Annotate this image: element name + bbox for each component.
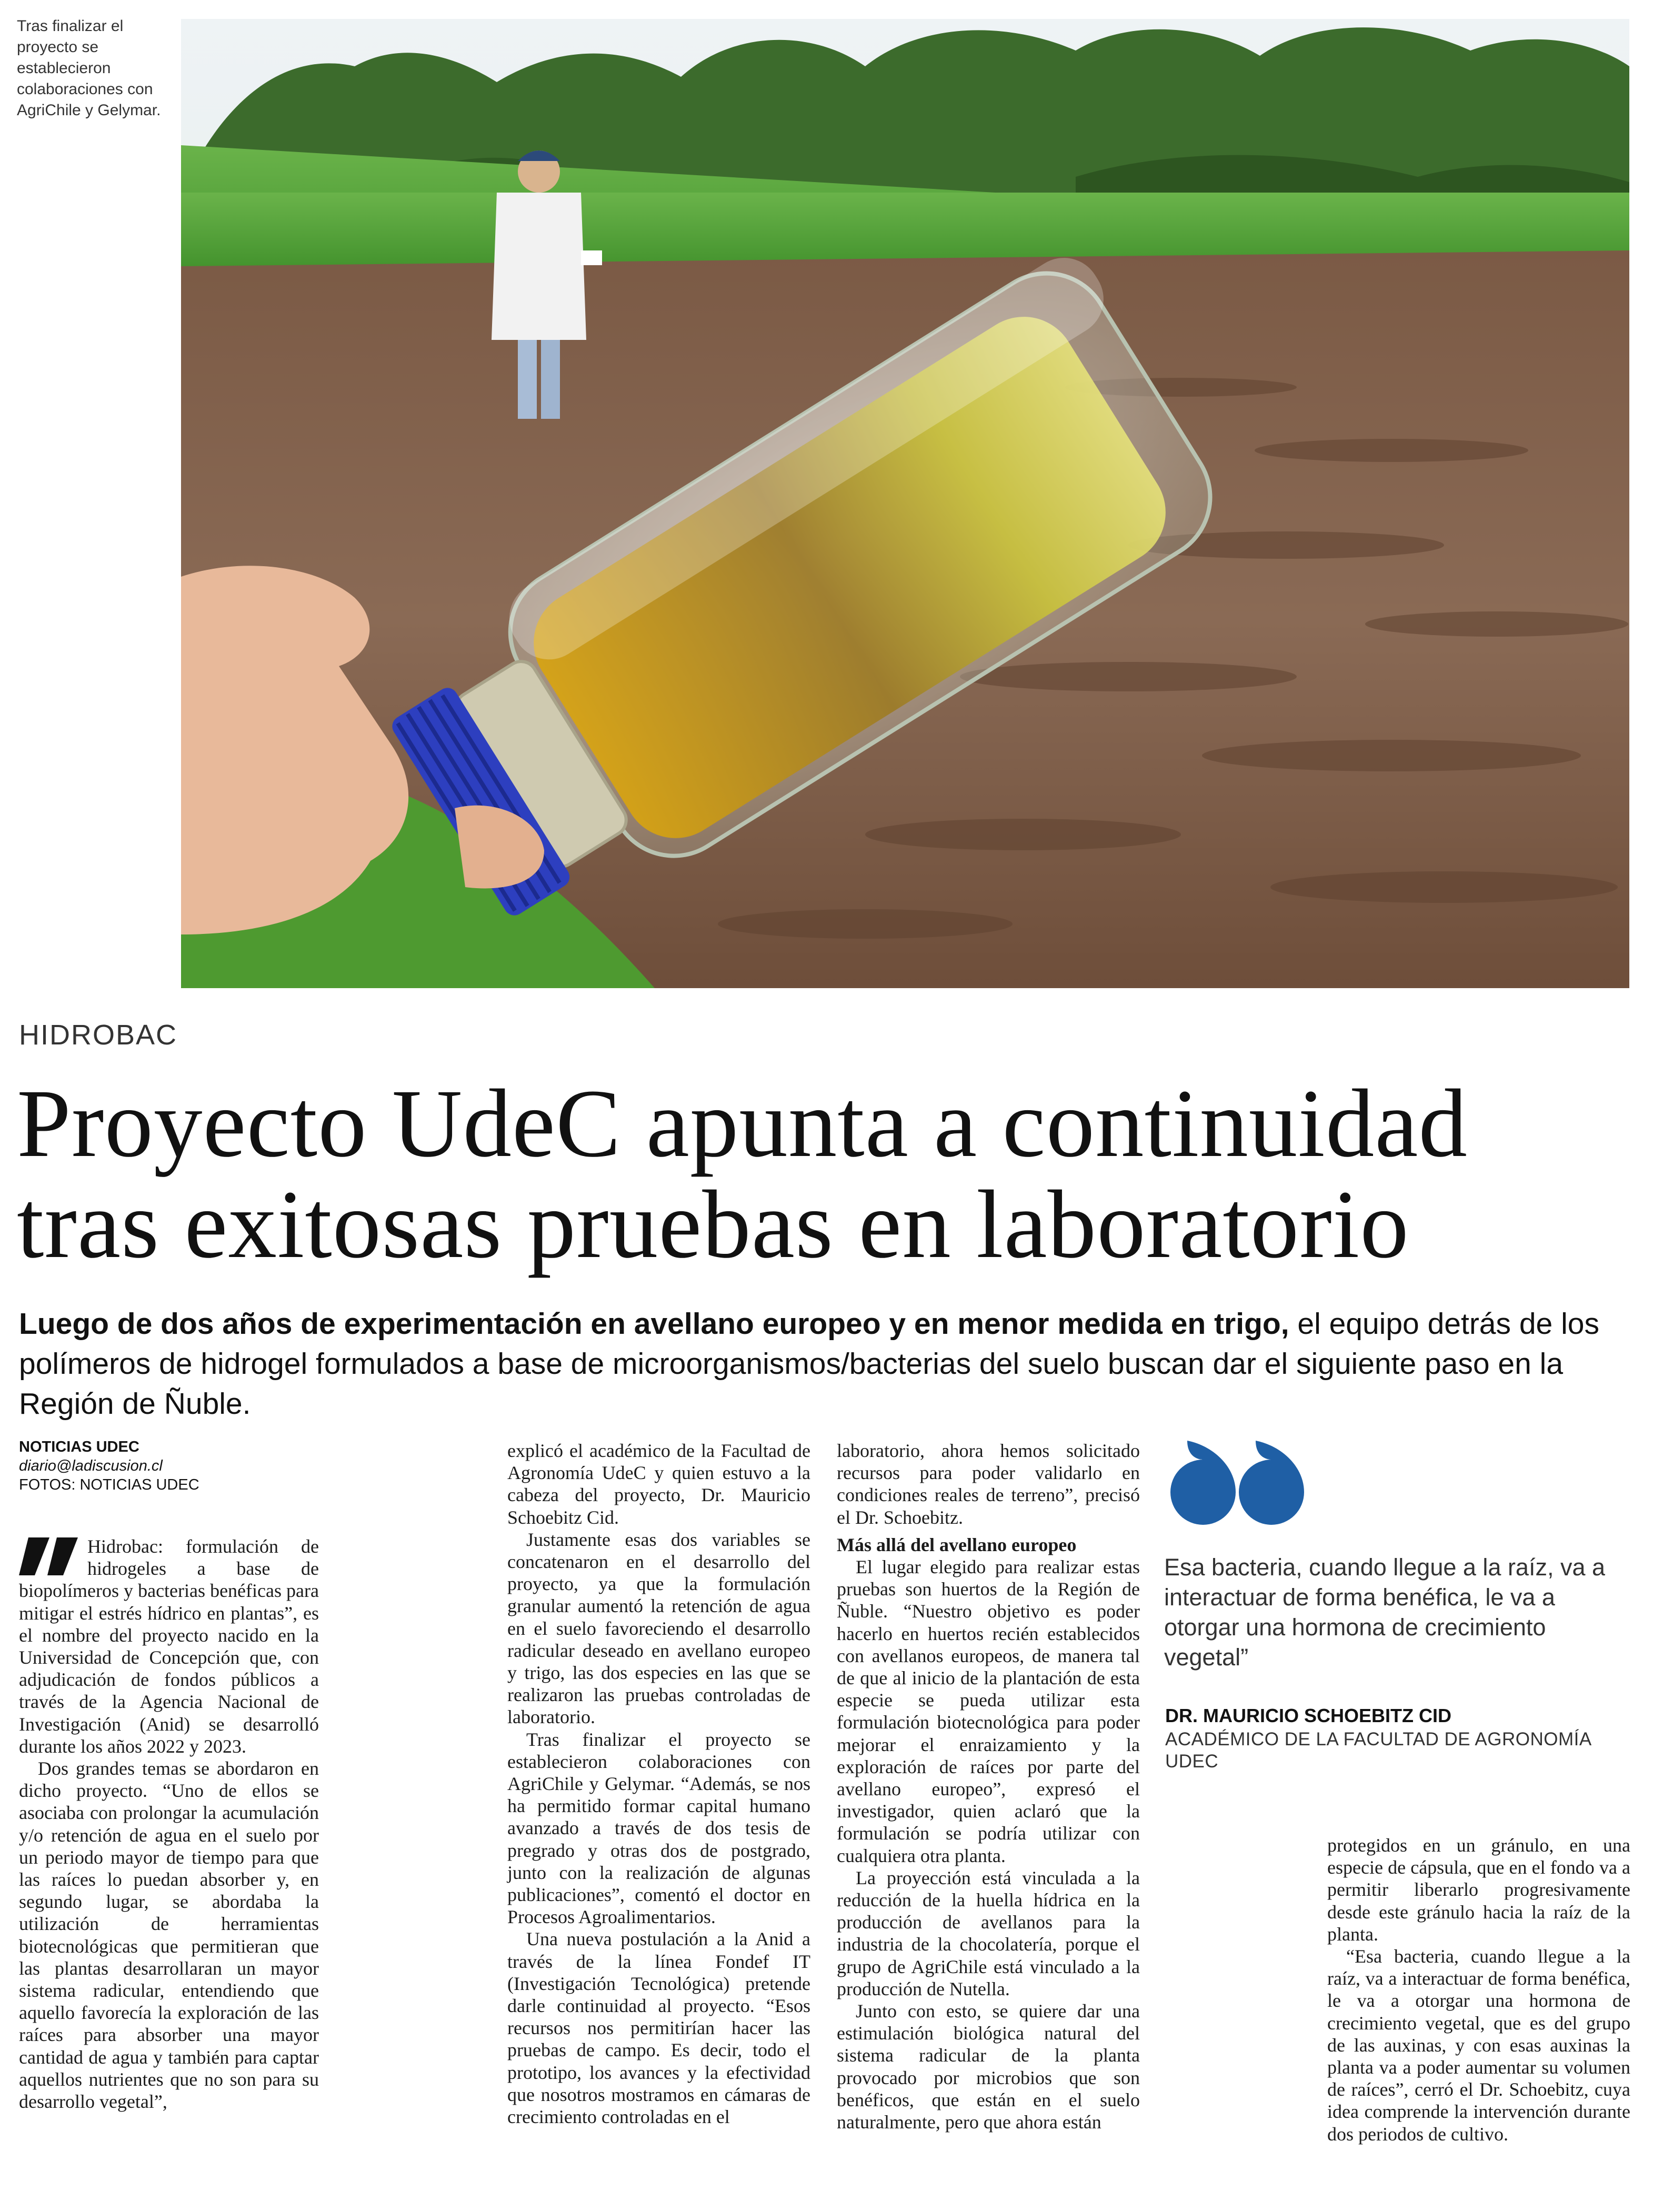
paragraph-1: Hidrobac: formulación de hidrogeles a base de biopolímeros y bacterias benéficas para mitigar el estrés hídrico en plantas”, es el nombre del proyecto nacido en la Universidad de Concepción que, con adjudicación de fondos públicos a través de la Agencia Nacional de Investigación (Anid) se desarrolló durante los años 2022 y 2023. bbox=[19, 1536, 319, 1757]
byline-photos: FOTOS: NOTICIAS UDEC bbox=[19, 1476, 199, 1493]
photo-caption: Tras finalizar el proyecto se establecieron colaboraciones con AgriChile y Gelymar. bbox=[17, 17, 161, 119]
article-column-1 bbox=[19, 1535, 319, 2113]
paragraph: Junto con esto, se quiere dar una estimulación biológica natural del sistema radicular de la planta provocado por microbios que son benéficos, que están en el suelo naturalmente, pero que ahora están bbox=[837, 2000, 1140, 2133]
pull-quote-text: Esa bacteria, cuando llegue a la raíz, va a interactuar de forma benéfica, le va a otorgar una hormona de crecimiento vegetal” bbox=[1164, 1554, 1606, 1671]
article-column-4 bbox=[1327, 1834, 1630, 2145]
paragraph: laboratorio, ahora hemos solicitado recursos para poder validarlo en condiciones reales de terreno”, precisó el Dr. Schoebitz. bbox=[837, 1440, 1140, 1528]
paragraph: Justamente esas dos variables se concatenaron en el desarrollo del proyecto, ya que la formulación granular aumentó la retención de agua en el suelo favoreciendo el desarrollo radicular deseado en avellano europeo y trigo, las dos especies en las que se realizaron las pruebas controladas de laboratorio. bbox=[507, 1529, 810, 1728]
byline-agency: NOTICIAS UDEC bbox=[19, 1439, 139, 1455]
article-column-2 bbox=[507, 1440, 810, 2128]
lede-rest: el equipo detrás de los polímeros de hidrogel formulados a base de microorganismos/bacterias del suelo buscan dar el siguiente paso en la Región de Ñuble. bbox=[19, 1307, 1599, 1421]
headline-line-2: tras exitosas pruebas en laboratorio bbox=[17, 1171, 1409, 1279]
pull-quote-title: ACADÉMICO DE LA FACULTAD DE AGRONOMÍA UDEC bbox=[1165, 1729, 1591, 1772]
paragraph: “Esa bacteria, cuando llegue a la raíz, va a interactuar de forma benéfica, le va a otorgar una hormona de crecimiento vegetal, que es del grupo de las auxinas, y con esas auxinas la planta va a poder aumentar su volumen de raíces”, cerró el Dr. Schoebitz, cuya idea comprende la intervención durante dos periodos de cultivo. bbox=[1327, 1946, 1630, 2145]
paragraph-2: Dos grandes temas se abordaron en dicho proyecto. “Uno de ellos se asociaba con prolongar la acumulación y/o retención de agua en el suelo por un periodo mayor de tiempo para que las raíces lo puedan absorber y, en segundo lugar, se abordaba la utilización de herramientas biotecnológicas que permitieran que las plantas desarrollaran un mayor sistema radicular, entendiendo que aquello favorecía la exploración de las raíces para absorber una mayor cantidad de agua y también para captar aquellos nutrientes que no son para su desarrollo vegetal”, bbox=[19, 1758, 319, 2113]
byline-email: diario@ladiscusion.cl bbox=[19, 1457, 163, 1474]
paragraph: Una nueva postulación a la Anid a través de la línea Fondef IT (Investigación Tecnológica) pretende darle continuidad al proyecto. “Esos recursos nos permitirían hacer las pruebas de campo. Es decir, todo el prototipo, los avances y la efectividad que nosotros mostramos en cámaras de crecimiento controladas en el bbox=[507, 1928, 810, 2128]
drop-quote-icon bbox=[19, 1537, 82, 1575]
paragraph: La proyección está vinculada a la reducción de la huella hídrica en la producción de avellanos para la industria de la chocolatería, porque el grupo de AgriChile está vinculado a la producción de Nutella. bbox=[837, 1867, 1140, 1999]
lede-bold: Luego de dos años de experimentación en avellano europeo y en menor medida en trigo, bbox=[19, 1307, 1289, 1341]
paragraph: protegidos en un gránulo, en una especie de cápsula, que en el fondo va a permitir liberarlo progresivamente desde este gránulo hacia la raíz de la planta. bbox=[1327, 1835, 1630, 1945]
section-tag: HIDROBAC bbox=[19, 1019, 178, 1051]
field-photo-illustration bbox=[181, 19, 1629, 988]
article-photo bbox=[181, 19, 1629, 988]
paragraph: explicó el académico de la Facultad de Agronomía UdeC y quien estuvo a la cabeza del proyecto, Dr. Mauricio Schoebitz Cid. bbox=[507, 1440, 810, 1528]
headline-line-1: Proyecto UdeC apunta a continuidad bbox=[17, 1070, 1468, 1178]
subhead: Más allá del avellano europeo bbox=[837, 1534, 1077, 1555]
headline bbox=[17, 1070, 1654, 1279]
paragraph: Tras finalizar el proyecto se establecieron colaboraciones con AgriChile y Gelymar. “Además, se nos ha permitido formar capital humano avanzado a través de dos tesis de pregrado y otras dos de postgrado, junto con la realización de algunas publicaciones”, comentó el doctor en Procesos Agroalimentarios. bbox=[507, 1728, 810, 1928]
byline bbox=[19, 1437, 335, 1494]
article-column-3 bbox=[837, 1440, 1140, 2133]
pull-quote-name: DR. MAURICIO SCHOEBITZ CID bbox=[1165, 1705, 1451, 1726]
quote-marks-icon bbox=[1166, 1441, 1304, 1525]
lede bbox=[19, 1304, 1645, 1424]
paragraph: El lugar elegido para realizar estas pruebas son huertos de la Región de Ñuble. “Nuestro objetivo es poder hacerlo en huertos recién establecidos con avellanos europeos, de manera tal de que al inicio de la plantación de esta especie se pueda utilizar esta formulación biotecnológica para poder mejorar el enraizamiento y la exploración de raíces por parte del avellano europeo”, expresó el investigador, quien aclaró que la formulación se podría utilizar con cualquiera otra planta. bbox=[837, 1556, 1140, 1866]
